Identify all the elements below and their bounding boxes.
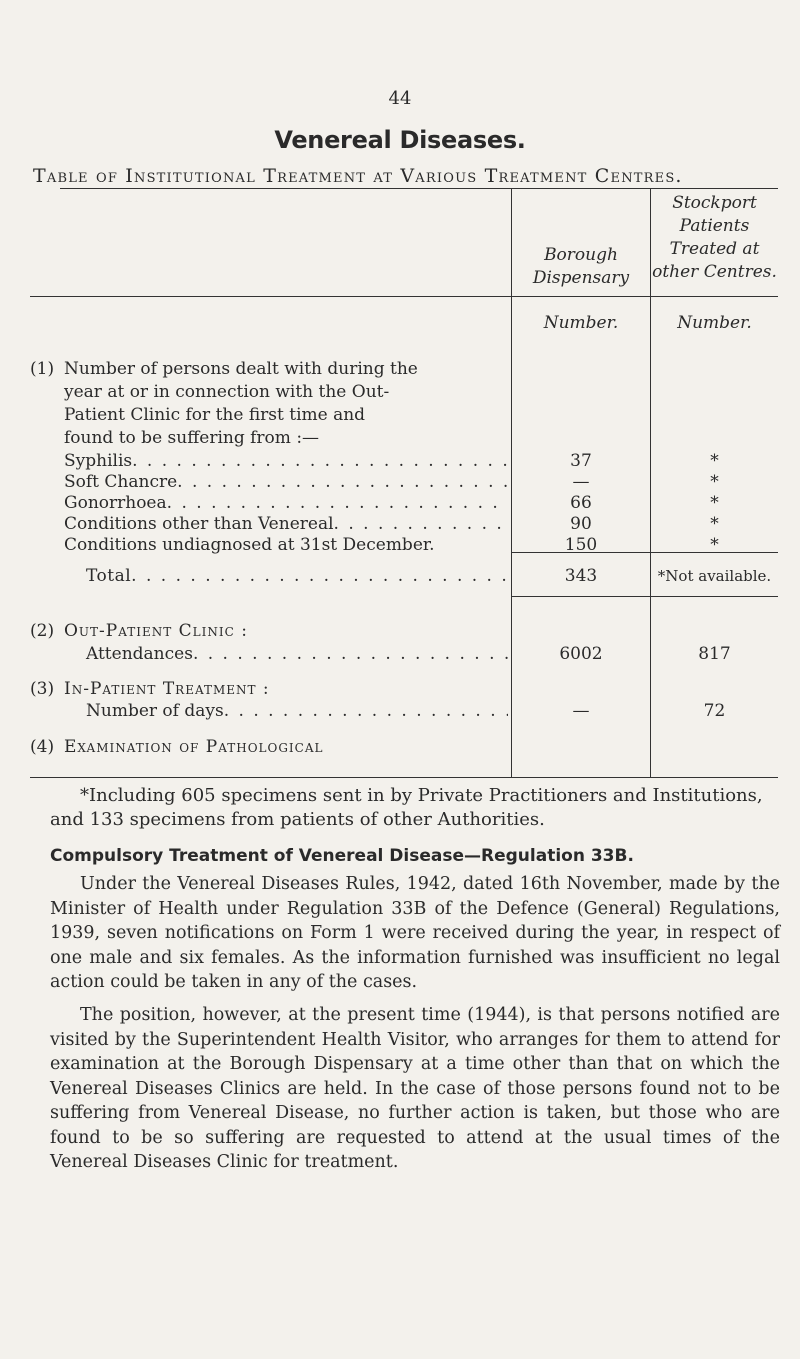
- section-3-heading: In-Patient Treatment :: [64, 679, 270, 699]
- paragraph-1: Under the Venereal Diseases Rules, 1942, dated 16th November, made by the Minister of Health under Regulation 33B of the Defence (General) Regulations, 1939, seven notifications on Form 1 were received during the year, in respect of one male and six females. As the information furnished was insufficient no legal action could be taken in any of the cases.: [50, 874, 780, 992]
- col2-header-line-4: other Centres.: [652, 262, 777, 282]
- page-title: Venereal Diseases.: [274, 126, 526, 154]
- row-attendances-col2: 817: [698, 644, 731, 664]
- section-2-heading: Out-Patient Clinic :: [64, 621, 248, 641]
- total-label: Total . . .: [86, 565, 508, 587]
- row-other-conditions-col2: *: [710, 514, 719, 534]
- header-rule: [30, 296, 778, 297]
- row-undiagnosed-label: Conditions undiagnosed at 31st December.: [64, 535, 435, 555]
- col2-unit: Number.: [677, 313, 752, 333]
- section-1-intro-line-2: year at or in connection with the Out-: [64, 382, 390, 402]
- total-bottom-rule: [511, 596, 778, 597]
- section-1-intro-line-4: found to be suffering from :—: [64, 428, 320, 448]
- section-1-intro-line-1: Number of persons dealt with during the: [64, 359, 418, 379]
- table-bottom-rule: [30, 777, 778, 778]
- col2-header-line-3: Treated at: [669, 239, 760, 259]
- section-heading: Compulsory Treatment of Venereal Disease—Regulation 33B.: [50, 846, 634, 866]
- col1-header-line-1: Borough: [544, 245, 618, 265]
- row-syphilis-col2: *: [710, 451, 719, 471]
- col2-header-line-1: Stockport: [672, 193, 757, 213]
- row-attendances-col1: 6002: [559, 644, 603, 664]
- col1-unit: Number.: [543, 313, 619, 333]
- section-1-intro-line-3: Patient Clinic for the first time and: [64, 405, 366, 425]
- row-other-conditions-col1: 90: [570, 514, 592, 534]
- col2-header-line-2: Patients: [679, 216, 750, 236]
- row-gonorrhoea-col1: 66: [570, 493, 592, 513]
- row-days-label: Number of days . . .: [86, 700, 508, 722]
- total-col1: 343: [564, 566, 598, 586]
- total-col2-note: *Not available.: [657, 567, 772, 585]
- page-number: 44: [388, 88, 412, 109]
- treatment-table: [30, 188, 778, 778]
- paragraph-2: The position, however, at the present time (1944), is that persons notified are visited by the Superintendent Health Visitor, who arranges for them to attend for examination at the Borough Dispensary at a time other than that on which the Venereal Diseases Clinics are held. In the case of those persons found not to be suffering from Venereal Disease, no further action is taken, but those who are found to be so suffering are requested to attend at the usual times of the Venereal Diseases Clinic for treatment.: [50, 1005, 780, 1172]
- row-soft-chancre-col2: *: [710, 472, 719, 492]
- table-top-rule: [60, 188, 778, 189]
- table-footnote: *Including 605 specimens sent in by Private Practitioners and Institutions, and 133 specimens from patients of other Authorities.: [50, 785, 763, 830]
- col1-header-line-2: Dispensary: [532, 268, 630, 288]
- row-soft-chancre-col1: —: [572, 472, 590, 492]
- row-syphilis-col1: 37: [570, 451, 592, 471]
- section-3-number: (3): [30, 679, 55, 699]
- row-undiagnosed-col1: 150: [564, 535, 598, 555]
- table-subtitle: Table of Institutional Treatment at Various Treatment Centres.: [33, 165, 683, 187]
- section-2-number: (2): [30, 621, 55, 641]
- row-gonorrhoea-label: Gonorrhoea . . .: [64, 492, 508, 514]
- row-days-col2: 72: [703, 701, 726, 721]
- section-1-number: (1): [30, 359, 55, 379]
- section-4-heading-line-1: Examination of Pathological: [64, 737, 324, 757]
- row-soft-chancre-label: Soft Chancre . . .: [64, 471, 508, 493]
- row-undiagnosed-col2: *: [710, 535, 719, 555]
- row-other-conditions-label: Conditions other than Venereal . . .: [64, 513, 508, 535]
- row-days-col1: —: [572, 701, 590, 721]
- row-gonorrhoea-col2: *: [710, 493, 719, 513]
- row-syphilis-label: Syphilis . . .: [64, 450, 508, 472]
- row-attendances-label: Attendances . . .: [86, 643, 508, 665]
- section-4-number: (4): [30, 737, 55, 757]
